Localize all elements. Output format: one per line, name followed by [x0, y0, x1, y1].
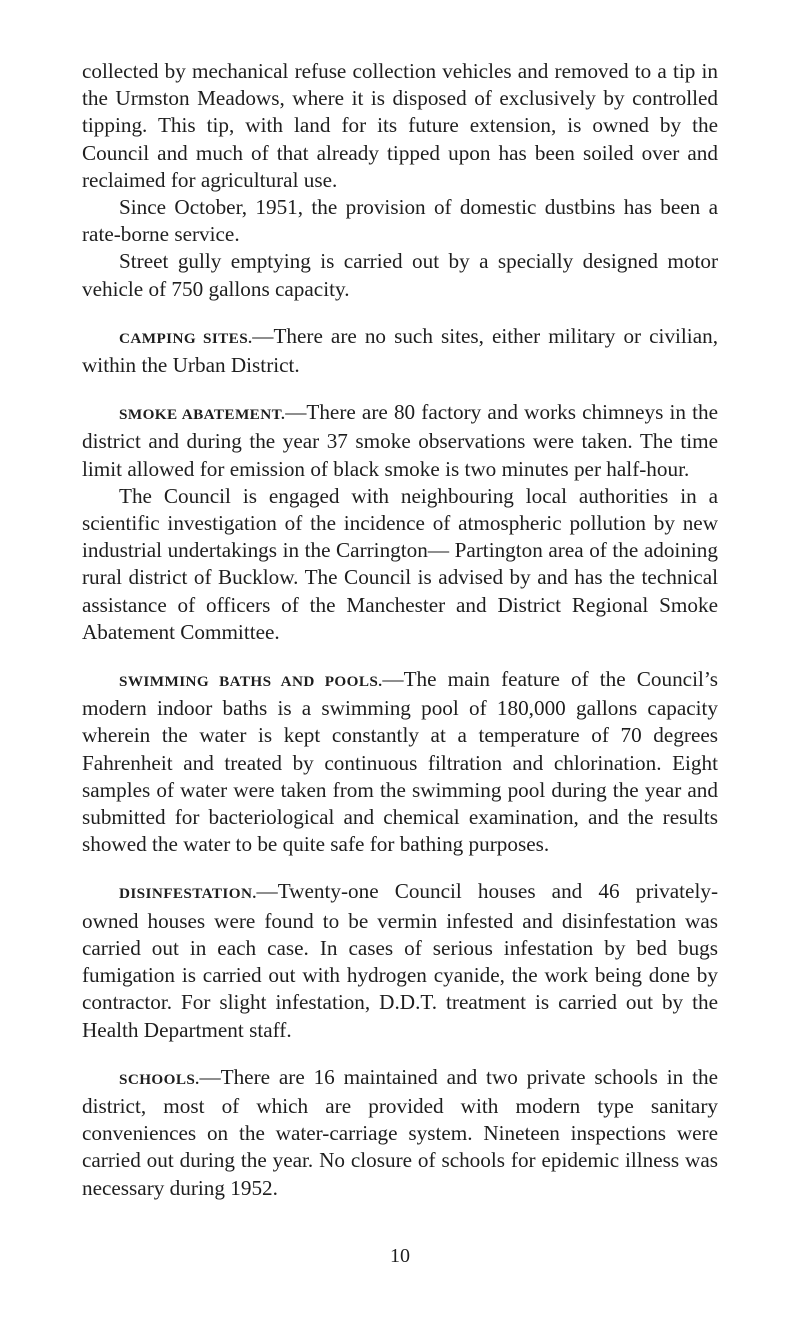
paragraph-text: Street gully emptying is carried out by a specially designed motor vehicle of 750 gallons capacity.	[82, 249, 718, 301]
section-camping-sites	[82, 323, 718, 379]
paragraph-text: The Council is engaged with neighbouring local authorities in a scientific investigation of the incidence of atmospheric pollution by new industrial undertakings in the Carrington— Partington area of the adoining rural district of Bucklow. The Council is advised by and has the technical assistance of officers of the Manchester and District Regional Smoke Abatement Committee.	[82, 483, 718, 644]
paragraph-text: —There are no such sites, either military or civilian, within the Urban District.	[82, 323, 718, 378]
paragraph-atmospheric-pollution	[82, 483, 718, 646]
document-page	[82, 58, 718, 1202]
section-disinfestation	[82, 878, 718, 1043]
paragraph-text: —There are 16 maintained and two private schools in the district, most of which are provided with modern type sanitary conveniences on the water-carriage system. Nineteen inspections were carried out during the year. No closure of schools for epidemic illness was necessary during 1952.	[82, 1064, 718, 1200]
section-smoke-abatement	[82, 399, 718, 483]
paragraph-dustbins	[82, 194, 718, 248]
paragraph-text: Since October, 1951, the provision of domestic dustbins has been a rate-borne service.	[82, 195, 718, 247]
paragraph-refuse-collection	[82, 58, 718, 194]
section-heading: SMOKE ABATEMENT.	[119, 406, 286, 424]
paragraph-text: —Twenty-one Council houses and 46 privately-owned houses were found to be vermin infested and disinfestation was carried out in each case. In cases of serious infestation by bed bugs fumigation is carried out with hydrogen cyanide, the work being done by contractor. For slight infestation, D.D.T. treatment is carried out by the Health Department staff.	[82, 879, 718, 1042]
section-heading: DISINFESTATION.	[119, 885, 257, 903]
paragraph-text: —The main feature of the Council’s modern indoor baths is a swimming pool of 180,000 gallons capacity wherein the water is kept constantly at a temperature of 70 degrees Fahrenheit and treated by continuous filtration and chlorination. Eight samples of water were taken from the swimming pool during the year and submitted for bacteriological and chemical examination, and the results showed the water to be quite safe for bathing purposes.	[82, 667, 718, 857]
section-heading: SCHOOLS.	[119, 1070, 200, 1088]
section-heading: CAMPING SITES.	[119, 329, 253, 347]
paragraph-text: collected by mechanical refuse collection vehicles and removed to a tip in the Urmston Meadows, where it is disposed of exclusively by controlled tipping. This tip, with land for its future extension, is owned by the Council and much of that already tipped upon has been soiled over and reclaimed for agricultural use.	[82, 59, 718, 192]
section-heading: SWIMMING BATHS AND POOLS.	[119, 673, 383, 691]
section-swimming-baths	[82, 666, 718, 858]
section-schools	[82, 1064, 718, 1202]
paragraph-gully-emptying	[82, 248, 718, 302]
page-number: 10	[390, 1245, 410, 1267]
paragraph-text: —There are 80 factory and works chimneys in the district and during the year 37 smoke observations were taken. The time limit allowed for emission of black smoke is two minutes per half-hour.	[82, 400, 718, 481]
